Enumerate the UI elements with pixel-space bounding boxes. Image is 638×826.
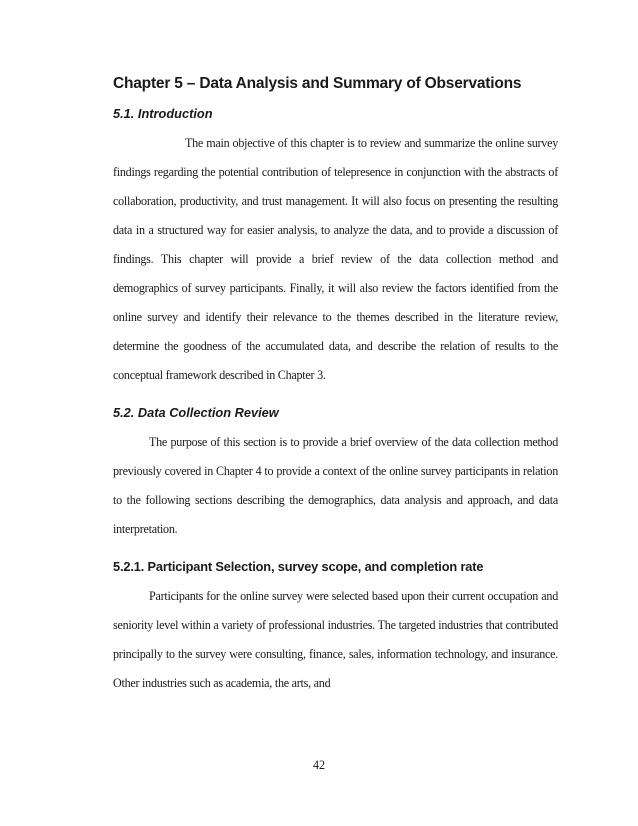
subsection-heading-participant-selection: 5.2.1. Participant Selection, survey scope, and completion rate [113,559,484,574]
section-heading-introduction: 5.1. Introduction [113,106,213,121]
section-heading-data-collection-review: 5.2. Data Collection Review [113,405,279,420]
chapter-title: Chapter 5 – Data Analysis and Summary of Observations [113,75,522,92]
data-collection-paragraph: The purpose of this section is to provide a brief overview of the data collection method previously covered in Chapter 4 to provide a context of the online survey participants in relation to the following sections describing the demographics, data analysis and approach, and data interpretation. [113,435,558,536]
introduction-paragraph: The main objective of this chapter is to review and summarize the online survey findings regarding the potential contribution of telepresence in conjunction with the abstracts of collaboration, productivity, and trust management. It will also focus on presenting the resulting data in a structured way for easier analysis, to analyze the data, and to provide a discussion of findings. This chapter will provide a brief review of the data collection method and demographics of survey participants. Finally, it will also review the factors identified from the online survey and identify their relevance to the themes described in the literature review, determine the goodness of the accumulated data, and describe the relation of results to the conceptual framework described in Chapter 3. [113,136,558,382]
page-number: 42 [312,758,326,772]
page-content [113,74,558,698]
participant-selection-paragraph: Participants for the online survey were selected based upon their current occupation and seniority level within a variety of professional industries. The targeted industries that contributed principally to the survey were consulting, finance, sales, information technology, and insurance. Other industries such as academia, the arts, and [113,589,558,690]
